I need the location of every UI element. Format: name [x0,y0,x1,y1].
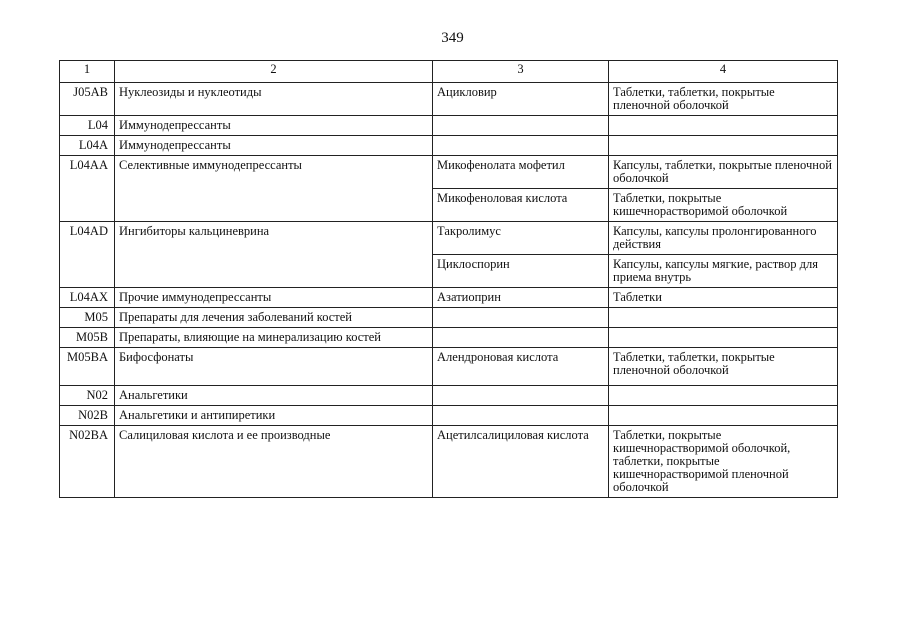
drug-name [433,308,609,328]
dosage-form: Таблетки, таблетки, покрытые пленочной оболочкой [609,83,838,116]
group-name: Салициловая кислота и ее производные [115,426,433,498]
atc-code: M05BA [60,348,115,386]
column-header-2: 2 [115,61,433,83]
atc-code: N02 [60,386,115,406]
atc-code: N02B [60,406,115,426]
drug-name [433,116,609,136]
group-name: Анальгетики и антипиретики [115,406,433,426]
atc-code: M05 [60,308,115,328]
table-row [60,222,838,255]
atc-code: L04AX [60,288,115,308]
dosage-form: Таблетки, покрытые кишечнорастворимой оболочкой [609,189,838,222]
group-name: Селективные иммунодепрессанты [115,156,433,222]
group-name: Анальгетики [115,386,433,406]
dosage-form: Капсулы, капсулы мягкие, раствор для приема внутрь [609,255,838,288]
drug-name [433,406,609,426]
group-name: Иммунодепрессанты [115,136,433,156]
atc-code: L04AA [60,156,115,222]
table-row [60,406,838,426]
drug-name [433,328,609,348]
dosage-form: Таблетки, покрытые кишечнорастворимой оболочкой, таблетки, покрытые кишечнорастворимой пленочной оболочкой [609,426,838,498]
column-header-3: 3 [433,61,609,83]
table-row [60,116,838,136]
drug-name: Циклоспорин [433,255,609,288]
table-row [60,308,838,328]
drug-name: Такролимус [433,222,609,255]
group-name: Ингибиторы кальциневрина [115,222,433,288]
atc-code: L04 [60,116,115,136]
group-name: Бифосфонаты [115,348,433,386]
table-row [60,156,838,189]
dosage-form [609,116,838,136]
drug-name: Микофеноловая кислота [433,189,609,222]
table-row [60,136,838,156]
drug-name [433,136,609,156]
dosage-form [609,386,838,406]
table-row [60,288,838,308]
dosage-form: Капсулы, таблетки, покрытые пленочной оболочкой [609,156,838,189]
atc-code: J05AB [60,83,115,116]
dosage-form [609,406,838,426]
table-row [60,386,838,406]
group-name: Препараты для лечения заболеваний костей [115,308,433,328]
drug-name: Азатиоприн [433,288,609,308]
drug-name [433,386,609,406]
dosage-form: Капсулы, капсулы пролонгированного действия [609,222,838,255]
table-row [60,426,838,498]
atc-code: L04A [60,136,115,156]
table-header-row [60,61,838,83]
atc-code: N02BA [60,426,115,498]
column-header-1: 1 [60,61,115,83]
drug-table [59,60,838,498]
dosage-form [609,328,838,348]
column-header-4: 4 [609,61,838,83]
table-row [60,83,838,116]
group-name: Иммунодепрессанты [115,116,433,136]
drug-name: Алендроновая кислота [433,348,609,386]
drug-name: Ацетилсалициловая кислота [433,426,609,498]
group-name: Препараты, влияющие на минерализацию костей [115,328,433,348]
dosage-form [609,308,838,328]
drug-name: Микофенолата мофетил [433,156,609,189]
group-name: Прочие иммунодепрессанты [115,288,433,308]
table-row [60,328,838,348]
dosage-form [609,136,838,156]
drug-name: Ацикловир [433,83,609,116]
atc-code: M05B [60,328,115,348]
atc-code: L04AD [60,222,115,288]
table-row [60,348,838,386]
group-name: Нуклеозиды и нуклеотиды [115,83,433,116]
page-number: 349 [441,30,464,46]
dosage-form: Таблетки, таблетки, покрытые пленочной оболочкой [609,348,838,386]
dosage-form: Таблетки [609,288,838,308]
